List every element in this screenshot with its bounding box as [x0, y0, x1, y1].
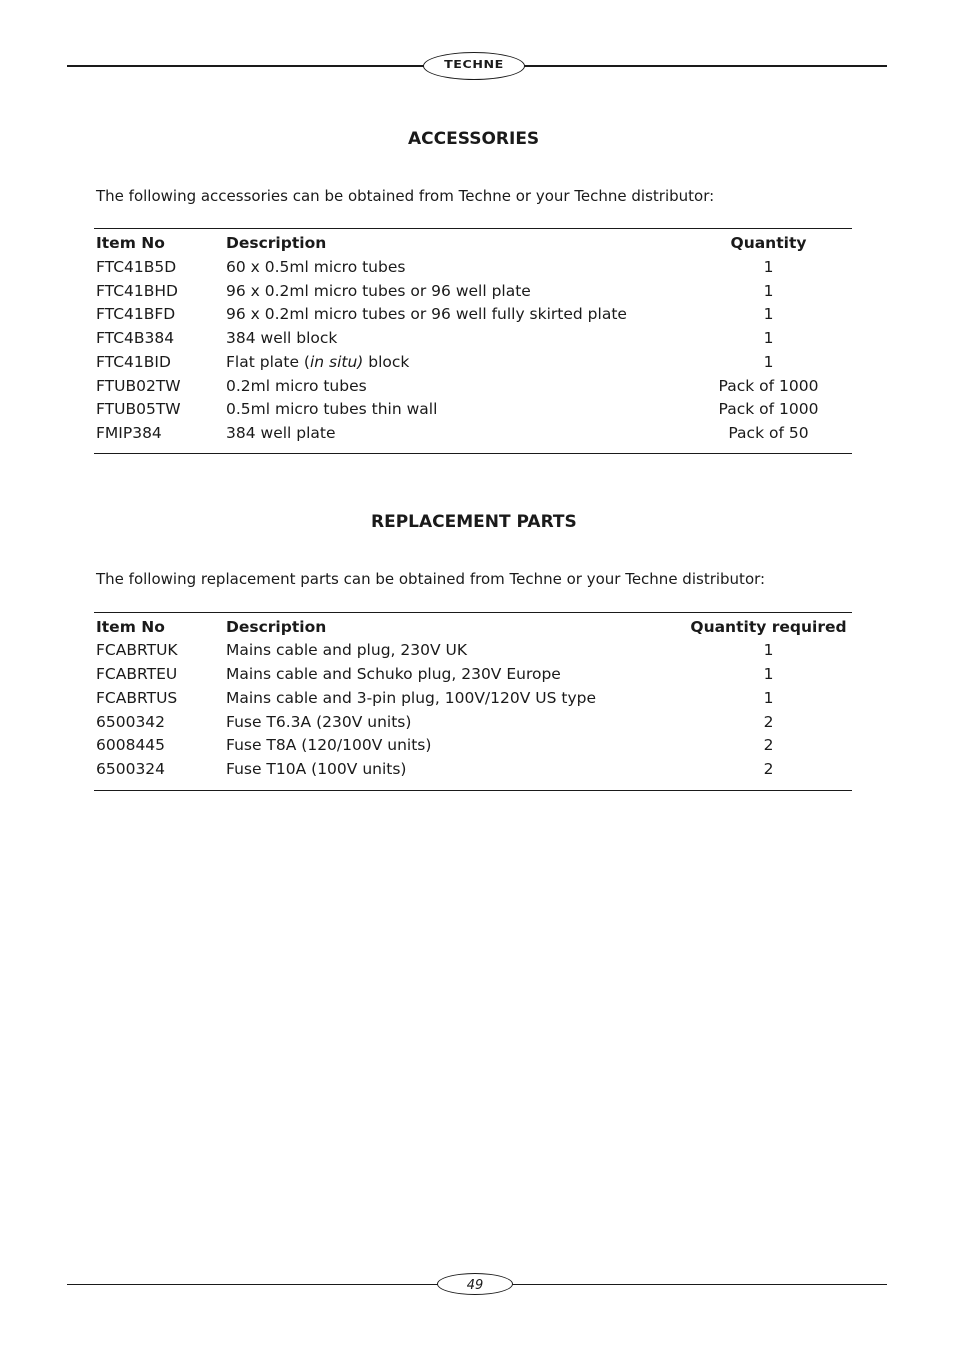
quantity: 2: [763, 713, 774, 731]
item-no: FTC4B384: [96, 329, 175, 347]
quantity: 1: [763, 329, 774, 347]
quantity: Pack of 1000: [718, 400, 819, 418]
description: Mains cable and 3-pin plug, 100V/120V US type: [226, 689, 596, 707]
item-no: 6500324: [96, 760, 166, 778]
table-row: [0, 760, 954, 784]
description: 96 x 0.2ml micro tubes or 96 well fully skirted plate: [226, 305, 627, 323]
replacement-heading: REPLACEMENT PARTS: [371, 512, 577, 532]
description-pre: Flat plate (: [226, 353, 310, 371]
table-header-row: [0, 234, 954, 258]
description: Mains cable and Schuko plug, 230V Europe: [226, 665, 561, 683]
table-row: [0, 736, 954, 760]
quantity: 1: [763, 689, 774, 707]
column-header-quantity: Quantity: [730, 234, 807, 252]
description: 384 well plate: [226, 424, 336, 442]
description: 0.5ml micro tubes thin wall: [226, 400, 438, 418]
item-no: FCABRTUS: [96, 689, 178, 707]
table-row: [0, 400, 954, 424]
table-row: [0, 377, 954, 401]
item-no: 6008445: [96, 736, 166, 754]
item-no: FTC41BHD: [96, 282, 178, 300]
description: Mains cable and plug, 230V UK: [226, 641, 468, 659]
accessories-table-bottom-rule: [94, 453, 852, 454]
quantity: 1: [763, 305, 774, 323]
replacement-table-bottom-rule: [94, 790, 852, 791]
column-header-item: Item No: [96, 234, 165, 252]
description: 384 well block: [226, 329, 338, 347]
table-row: [0, 282, 954, 306]
quantity: 1: [763, 353, 774, 371]
table-row: [0, 641, 954, 665]
quantity: 2: [763, 736, 774, 754]
item-no: 6500342: [96, 713, 166, 731]
table-row: [0, 665, 954, 689]
description: Fuse T6.3A (230V units): [226, 713, 412, 731]
item-no: FTC41BID: [96, 353, 171, 371]
description-post: block: [363, 353, 410, 371]
item-no: FTC41BFD: [96, 305, 176, 323]
table-row: [0, 689, 954, 713]
table-row: [0, 305, 954, 329]
description: 0.2ml micro tubes: [226, 377, 367, 395]
quantity: Pack of 50: [728, 424, 809, 442]
column-header-description: Description: [226, 618, 327, 636]
column-header-description: Description: [226, 234, 327, 252]
column-header-quantity: Quantity required: [690, 618, 847, 636]
accessories-heading: ACCESSORIES: [408, 129, 540, 149]
item-no: FCABRTUK: [96, 641, 178, 659]
table-row: [0, 258, 954, 282]
accessories-intro: The following accessories can be obtained from Techne or your Techne distributor:: [96, 187, 715, 205]
table-row: [0, 424, 954, 448]
item-no: FTUB05TW: [96, 400, 181, 418]
description: 60 x 0.5ml micro tubes: [226, 258, 406, 276]
column-header-item: Item No: [96, 618, 165, 636]
description: [226, 353, 409, 371]
logo-text: TECHNE: [444, 58, 504, 71]
description: Fuse T10A (100V units): [226, 760, 407, 778]
description: 96 x 0.2ml micro tubes or 96 well plate: [226, 282, 531, 300]
description-italic: in situ): [309, 353, 364, 371]
quantity: 1: [763, 258, 774, 276]
page-number-badge: [437, 1273, 513, 1295]
item-no: FMIP384: [96, 424, 162, 442]
item-no: FTC41B5D: [96, 258, 177, 276]
item-no: FTUB02TW: [96, 377, 181, 395]
quantity: 2: [763, 760, 774, 778]
replacement-intro: The following replacement parts can be obtained from Techne or your Techne distributor:: [96, 570, 766, 588]
techne-logo: [423, 52, 525, 80]
quantity: 1: [763, 282, 774, 300]
item-no: FCABRTEU: [96, 665, 178, 683]
accessories-table-top-rule: [94, 228, 852, 229]
replacement-table-top-rule: [94, 612, 852, 613]
description: Fuse T8A (120/100V units): [226, 736, 432, 754]
quantity: 1: [763, 665, 774, 683]
table-row: [0, 713, 954, 737]
table-row: [0, 353, 954, 377]
table-header-row: [0, 618, 954, 642]
page-number: 49: [466, 1278, 484, 1293]
quantity: 1: [763, 641, 774, 659]
quantity: Pack of 1000: [718, 377, 819, 395]
table-row: [0, 329, 954, 353]
